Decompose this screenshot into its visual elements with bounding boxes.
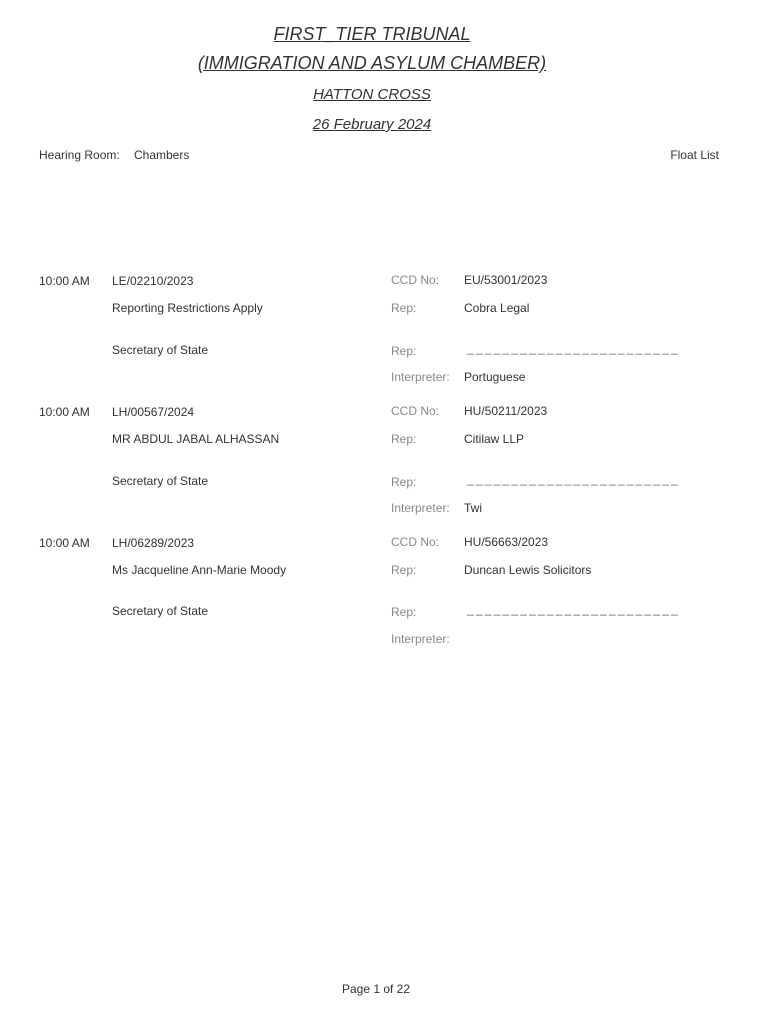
hearing-date: 26 February 2024 — [312, 116, 432, 133]
appellant-rep: Citilaw LLP — [464, 432, 525, 446]
rep-label: Rep: — [391, 563, 417, 577]
ccd-number: HU/50211/2023 — [464, 404, 548, 418]
rep-label: Rep: — [391, 605, 417, 619]
case-time: 10:00 AM — [39, 274, 90, 288]
list-type: Float List — [670, 148, 719, 162]
appellant-name: MR ABDUL JABAL ALHASSAN — [112, 432, 280, 446]
appellant-rep: Duncan Lewis Solicitors — [464, 563, 592, 577]
chamber-title: (IMMIGRATION AND ASYLUM CHAMBER) — [197, 53, 547, 73]
case-reference: LH/00567/2024 — [112, 405, 195, 419]
rep-label: Rep: — [391, 475, 417, 489]
appellant-name: Ms Jacqueline Ann-Marie Moody — [112, 563, 287, 577]
respondent-rep-blank: ________________________ — [467, 472, 680, 486]
respondent-name: Secretary of State — [112, 474, 209, 488]
case-time: 10:00 AM — [39, 536, 90, 550]
interpreter-language: Portuguese — [464, 370, 526, 384]
page-number: Page 1 of 22 — [341, 982, 411, 996]
appellant-rep: Cobra Legal — [464, 301, 530, 315]
respondent-rep-blank: ________________________ — [467, 602, 680, 616]
ccd-number: EU/53001/2023 — [464, 273, 548, 287]
hearing-location: HATTON CROSS — [313, 86, 431, 103]
tribunal-title: FIRST_TIER TRIBUNAL — [273, 24, 471, 44]
interpreter-language: Twi — [464, 501, 482, 515]
rep-label: Rep: — [391, 432, 417, 446]
rep-label: Rep: — [391, 301, 417, 315]
hearing-room-label: Hearing Room: — [39, 148, 120, 162]
ccd-number: HU/56663/2023 — [464, 535, 549, 549]
respondent-name: Secretary of State — [112, 343, 209, 357]
hearing-room-value: Chambers — [134, 148, 190, 162]
respondent-name: Secretary of State — [112, 604, 209, 618]
interpreter-label: Interpreter: — [391, 370, 450, 384]
ccd-label: CCD No: — [391, 535, 440, 549]
case-time: 10:00 AM — [39, 405, 90, 419]
ccd-label: CCD No: — [391, 404, 440, 418]
case-reference: LE/02210/2023 — [112, 274, 194, 288]
interpreter-label: Interpreter: — [391, 501, 450, 515]
interpreter-label: Interpreter: — [391, 632, 450, 646]
ccd-label: CCD No: — [391, 273, 440, 287]
respondent-rep-blank: ________________________ — [467, 341, 680, 355]
rep-label: Rep: — [391, 344, 417, 358]
appellant-name: Reporting Restrictions Apply — [112, 301, 263, 315]
case-reference: LH/06289/2023 — [112, 536, 195, 550]
